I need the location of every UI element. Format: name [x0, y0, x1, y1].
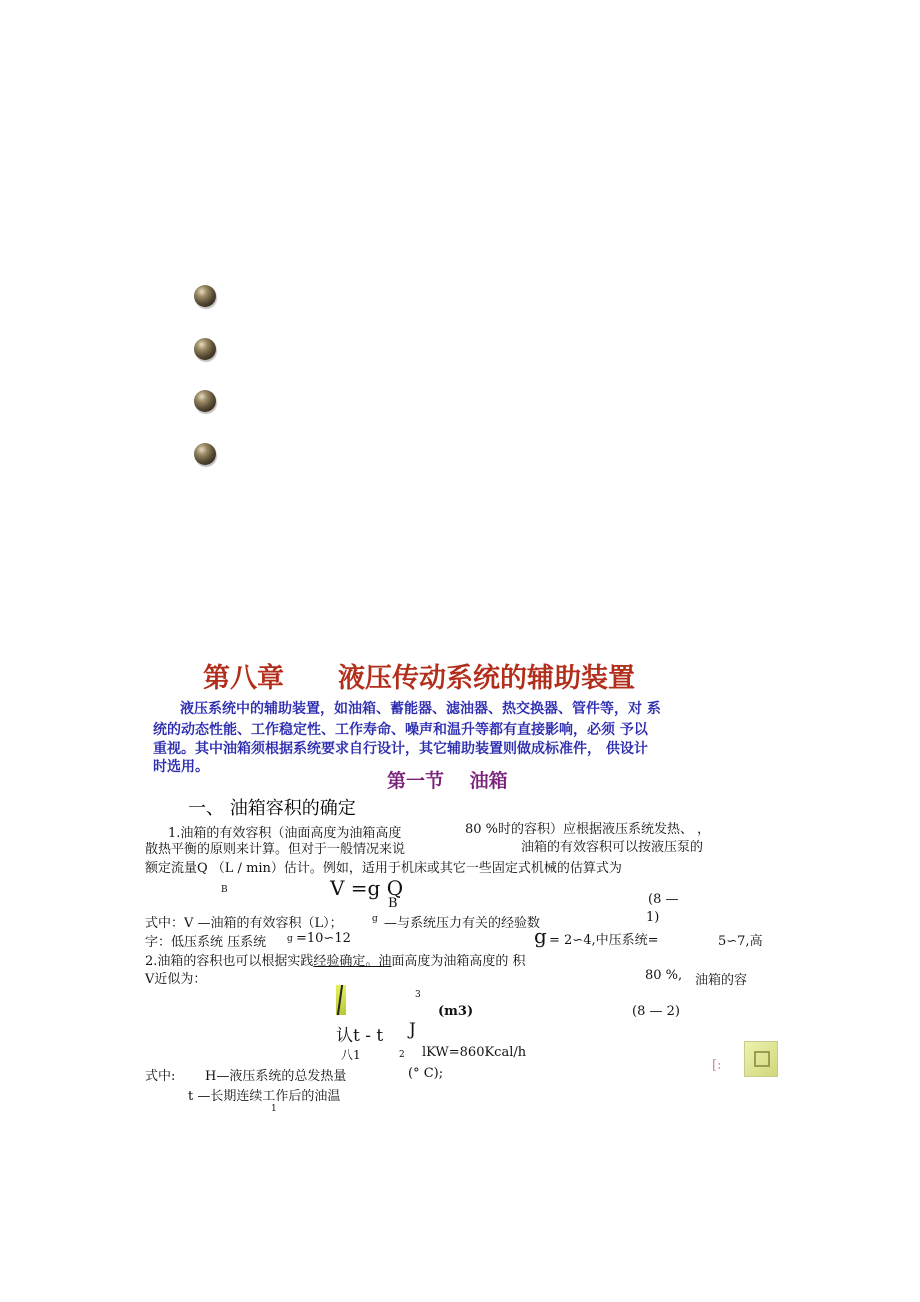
- body-line-7-underlined: 经验确定。油: [313, 954, 392, 969]
- symbol-g-2: g: [287, 934, 293, 944]
- body-line-8b: 80 %,: [645, 968, 683, 983]
- body-line-1b: 80 %时的容积）应根据液压系统发热、 ，: [465, 822, 711, 837]
- body-line-6b: = 2∽4,中压系统=: [549, 933, 659, 948]
- intro-line-1: 液压系统中的辅助装置，如油箱、蓄能器、滤油器、热交换器、管件等，对 系: [180, 701, 661, 717]
- symbol-g-3: g: [534, 924, 547, 948]
- formula-1: V =g Q: [330, 876, 404, 900]
- bullet-ball-3: [194, 390, 216, 412]
- formula-paren: J: [409, 1020, 416, 1040]
- body-line-6a-value: =10∽12: [296, 931, 351, 946]
- body-line-6a: 字：低压系统 压系统: [145, 935, 267, 950]
- body-line-1a: 1.油箱的有效容积（油面高度为油箱高度: [168, 826, 402, 841]
- body-line-11b: H—液压系统的总发热量: [205, 1069, 347, 1084]
- body-line-12-sub: 1: [271, 1104, 277, 1114]
- section-title: 第一节 油箱: [387, 770, 508, 792]
- embedded-image-icon: [744, 1041, 778, 1077]
- body-line-7-pre: 2.油箱的容积也可以根据实践: [145, 954, 314, 969]
- body-line-5a: 式中：V —油箱的有效容积（L）；: [145, 916, 343, 931]
- body-line-7-post: 面高度为油箱高度的 积: [391, 954, 526, 969]
- body-line-2a: 散热平衡的原则来计算。但对于一般情况来说: [145, 842, 406, 857]
- unit-m3: (m3): [438, 1004, 474, 1019]
- formula-superscript-3: 3: [415, 990, 421, 1000]
- body-line-11c: (° C);: [408, 1066, 444, 1081]
- intro-line-2: 统的动态性能、工作稳定性、工作寿命、噪声和温升等都有直接影响，必须 予以: [153, 722, 648, 738]
- denominator-sub-1: 八1: [341, 1048, 361, 1062]
- bullet-ball-1: [194, 285, 216, 307]
- equation-number-2: (8 — 2): [632, 1004, 680, 1019]
- intro-line-3: 重视。其中油箱须根据系统要求自行设计，其它辅助装置则做成标准件， 供设计: [153, 741, 648, 757]
- subsection-title: 一、 油箱容积的确定: [188, 798, 356, 819]
- body-line-8a: V近似为：: [145, 972, 207, 987]
- formula-bracket-image: [336, 985, 346, 1015]
- symbol-g-1: g: [372, 914, 378, 924]
- kw-conversion: lKW=860Kcal/h: [422, 1045, 527, 1060]
- intro-line-4: 时选用。: [153, 759, 209, 775]
- body-line-12: t —长期连续工作后的油温: [188, 1089, 341, 1104]
- equation-number-1b: 1): [646, 910, 660, 925]
- body-line-7: [145, 950, 526, 969]
- bullet-ball-2: [194, 338, 216, 360]
- body-line-2b: 油箱的有效容积可以按液压泵的: [521, 840, 704, 855]
- body-line-6c: 5∽7,高: [718, 934, 763, 949]
- bullet-ball-4: [194, 443, 216, 465]
- subscript-2: 2: [399, 1050, 405, 1060]
- formula-sub-b2: B: [388, 896, 398, 911]
- formula-denominator: 认t - t: [336, 1026, 384, 1046]
- body-line-8c: 油箱的容: [695, 973, 748, 988]
- formula-sub-b1: B: [221, 885, 228, 895]
- chapter-title: 第八章 液压传动系统的辅助装置: [203, 663, 635, 694]
- body-line-3: 额定流量Q （L / min）估计。例如，适用于机床或其它一些固定式机械的估算式为: [145, 861, 622, 876]
- equation-number-1a: (8 —: [648, 892, 679, 907]
- body-line-5b: —与系统压力有关的经验数: [384, 916, 541, 931]
- body-line-11a: 式中:: [145, 1069, 176, 1084]
- bracket-mark: [:: [712, 1058, 722, 1073]
